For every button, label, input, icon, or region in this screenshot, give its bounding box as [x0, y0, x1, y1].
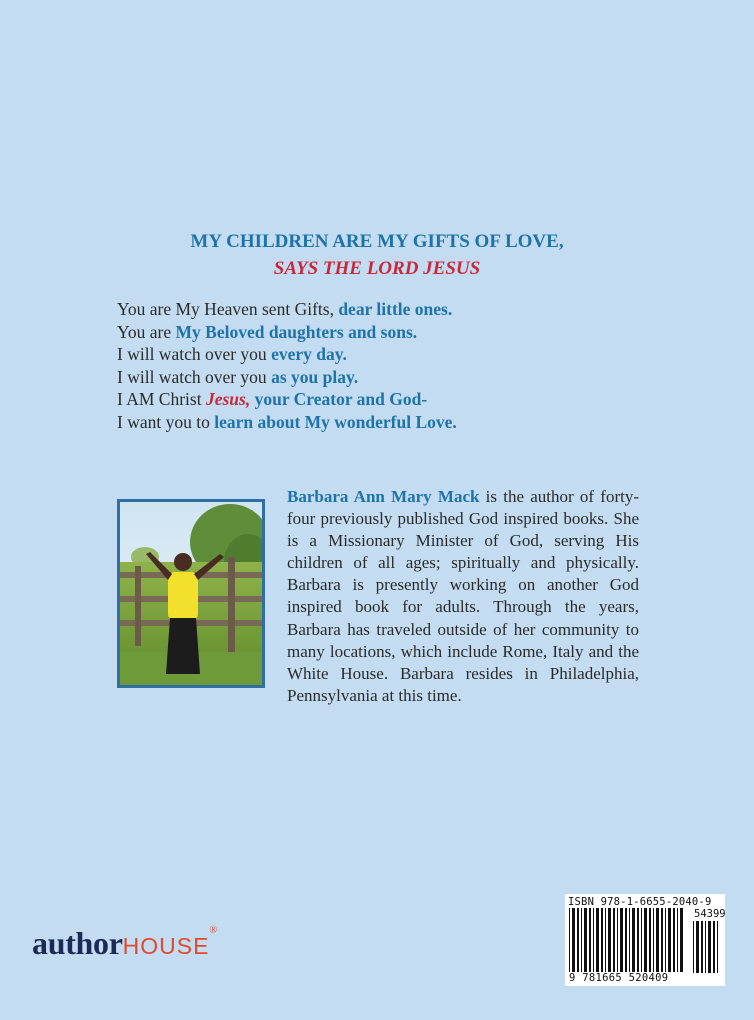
- barcode-bar: [625, 908, 627, 972]
- barcode-bar: [680, 908, 683, 972]
- title-line-2: SAYS THE LORD JESUS: [273, 258, 481, 279]
- barcode-addon-bars: [693, 921, 721, 973]
- barcode-bar: [641, 908, 642, 972]
- barcode-bar: [617, 908, 618, 972]
- author-bio: [287, 486, 639, 707]
- barcode-bar: [584, 908, 587, 972]
- barcode-bar: [717, 921, 718, 973]
- barcode-bar: [644, 908, 647, 972]
- barcode-bar: [572, 908, 575, 972]
- poem-line: I AM Christ Jesus, your Creator and God-: [117, 389, 428, 409]
- barcode-bar: [613, 908, 615, 972]
- barcode-bar: [608, 908, 611, 972]
- barcode-bar: [569, 908, 570, 972]
- barcode-bar: [668, 908, 671, 972]
- barcode-bar: [673, 908, 675, 972]
- bio-text: is the author of forty-four previously published God inspired books. She is a Missionary Minister of God, serving His children of all ages; spiritually and physically. Barbara is presently working on another God inspired book for adults. Through the years, Barbara has traveled outside of her community to many locations, which include Rome, Italy and the White House. Barbara resides in Philadelphia, Pennsylvania at this time.: [287, 487, 639, 705]
- barcode-bar: [581, 908, 582, 972]
- poem-line: You are My Heaven sent Gifts, dear little ones.: [117, 299, 453, 319]
- barcode-bar: [629, 908, 630, 972]
- barcode-bar: [596, 908, 599, 972]
- barcode: [565, 894, 725, 986]
- barcode-bar: [632, 908, 635, 972]
- barcode-bar: [620, 908, 623, 972]
- publisher-logo: [32, 925, 217, 962]
- barcode-bar: [577, 908, 579, 972]
- poem-line: I will watch over you every day.: [117, 344, 347, 364]
- barcode-bar: [656, 908, 659, 972]
- barcode-bars: [569, 908, 687, 972]
- barcode-digits: 9 781665 520409: [569, 972, 669, 984]
- logo-house: HOUSE: [122, 933, 210, 959]
- barcode-bar: [661, 908, 663, 972]
- author-photo: [117, 499, 265, 688]
- title-line-1: MY CHILDREN ARE MY GIFTS OF LOVE,: [190, 231, 564, 252]
- barcode-bar: [705, 921, 706, 973]
- barcode-bar: [637, 908, 639, 972]
- barcode-bar: [649, 908, 651, 972]
- price-code: 54399: [694, 908, 726, 920]
- barcode-bar: [601, 908, 603, 972]
- poem-line: You are My Beloved daughters and sons.: [117, 321, 418, 342]
- poem-line: I will watch over you as you play.: [117, 366, 359, 387]
- logo-registered: ®: [209, 925, 217, 936]
- barcode-bar: [605, 908, 606, 972]
- barcode-bar: [589, 908, 591, 972]
- cover-title: [0, 228, 754, 282]
- barcode-bar: [701, 921, 703, 973]
- isbn-label: ISBN 978-1-6655-2040-9: [568, 896, 712, 908]
- barcode-bar: [653, 908, 654, 972]
- barcode-bar: [708, 921, 711, 973]
- author-name: Barbara Ann Mary Mack: [287, 487, 480, 506]
- barcode-bar: [593, 908, 594, 972]
- barcode-bar: [693, 921, 694, 973]
- poem: [117, 298, 677, 433]
- poem-line: I want you to learn about My wonderful Love.: [117, 411, 457, 432]
- barcode-bar: [696, 921, 699, 973]
- logo-author: author: [32, 925, 123, 961]
- barcode-bar: [677, 908, 678, 972]
- barcode-bar: [665, 908, 666, 972]
- barcode-bar: [713, 921, 715, 973]
